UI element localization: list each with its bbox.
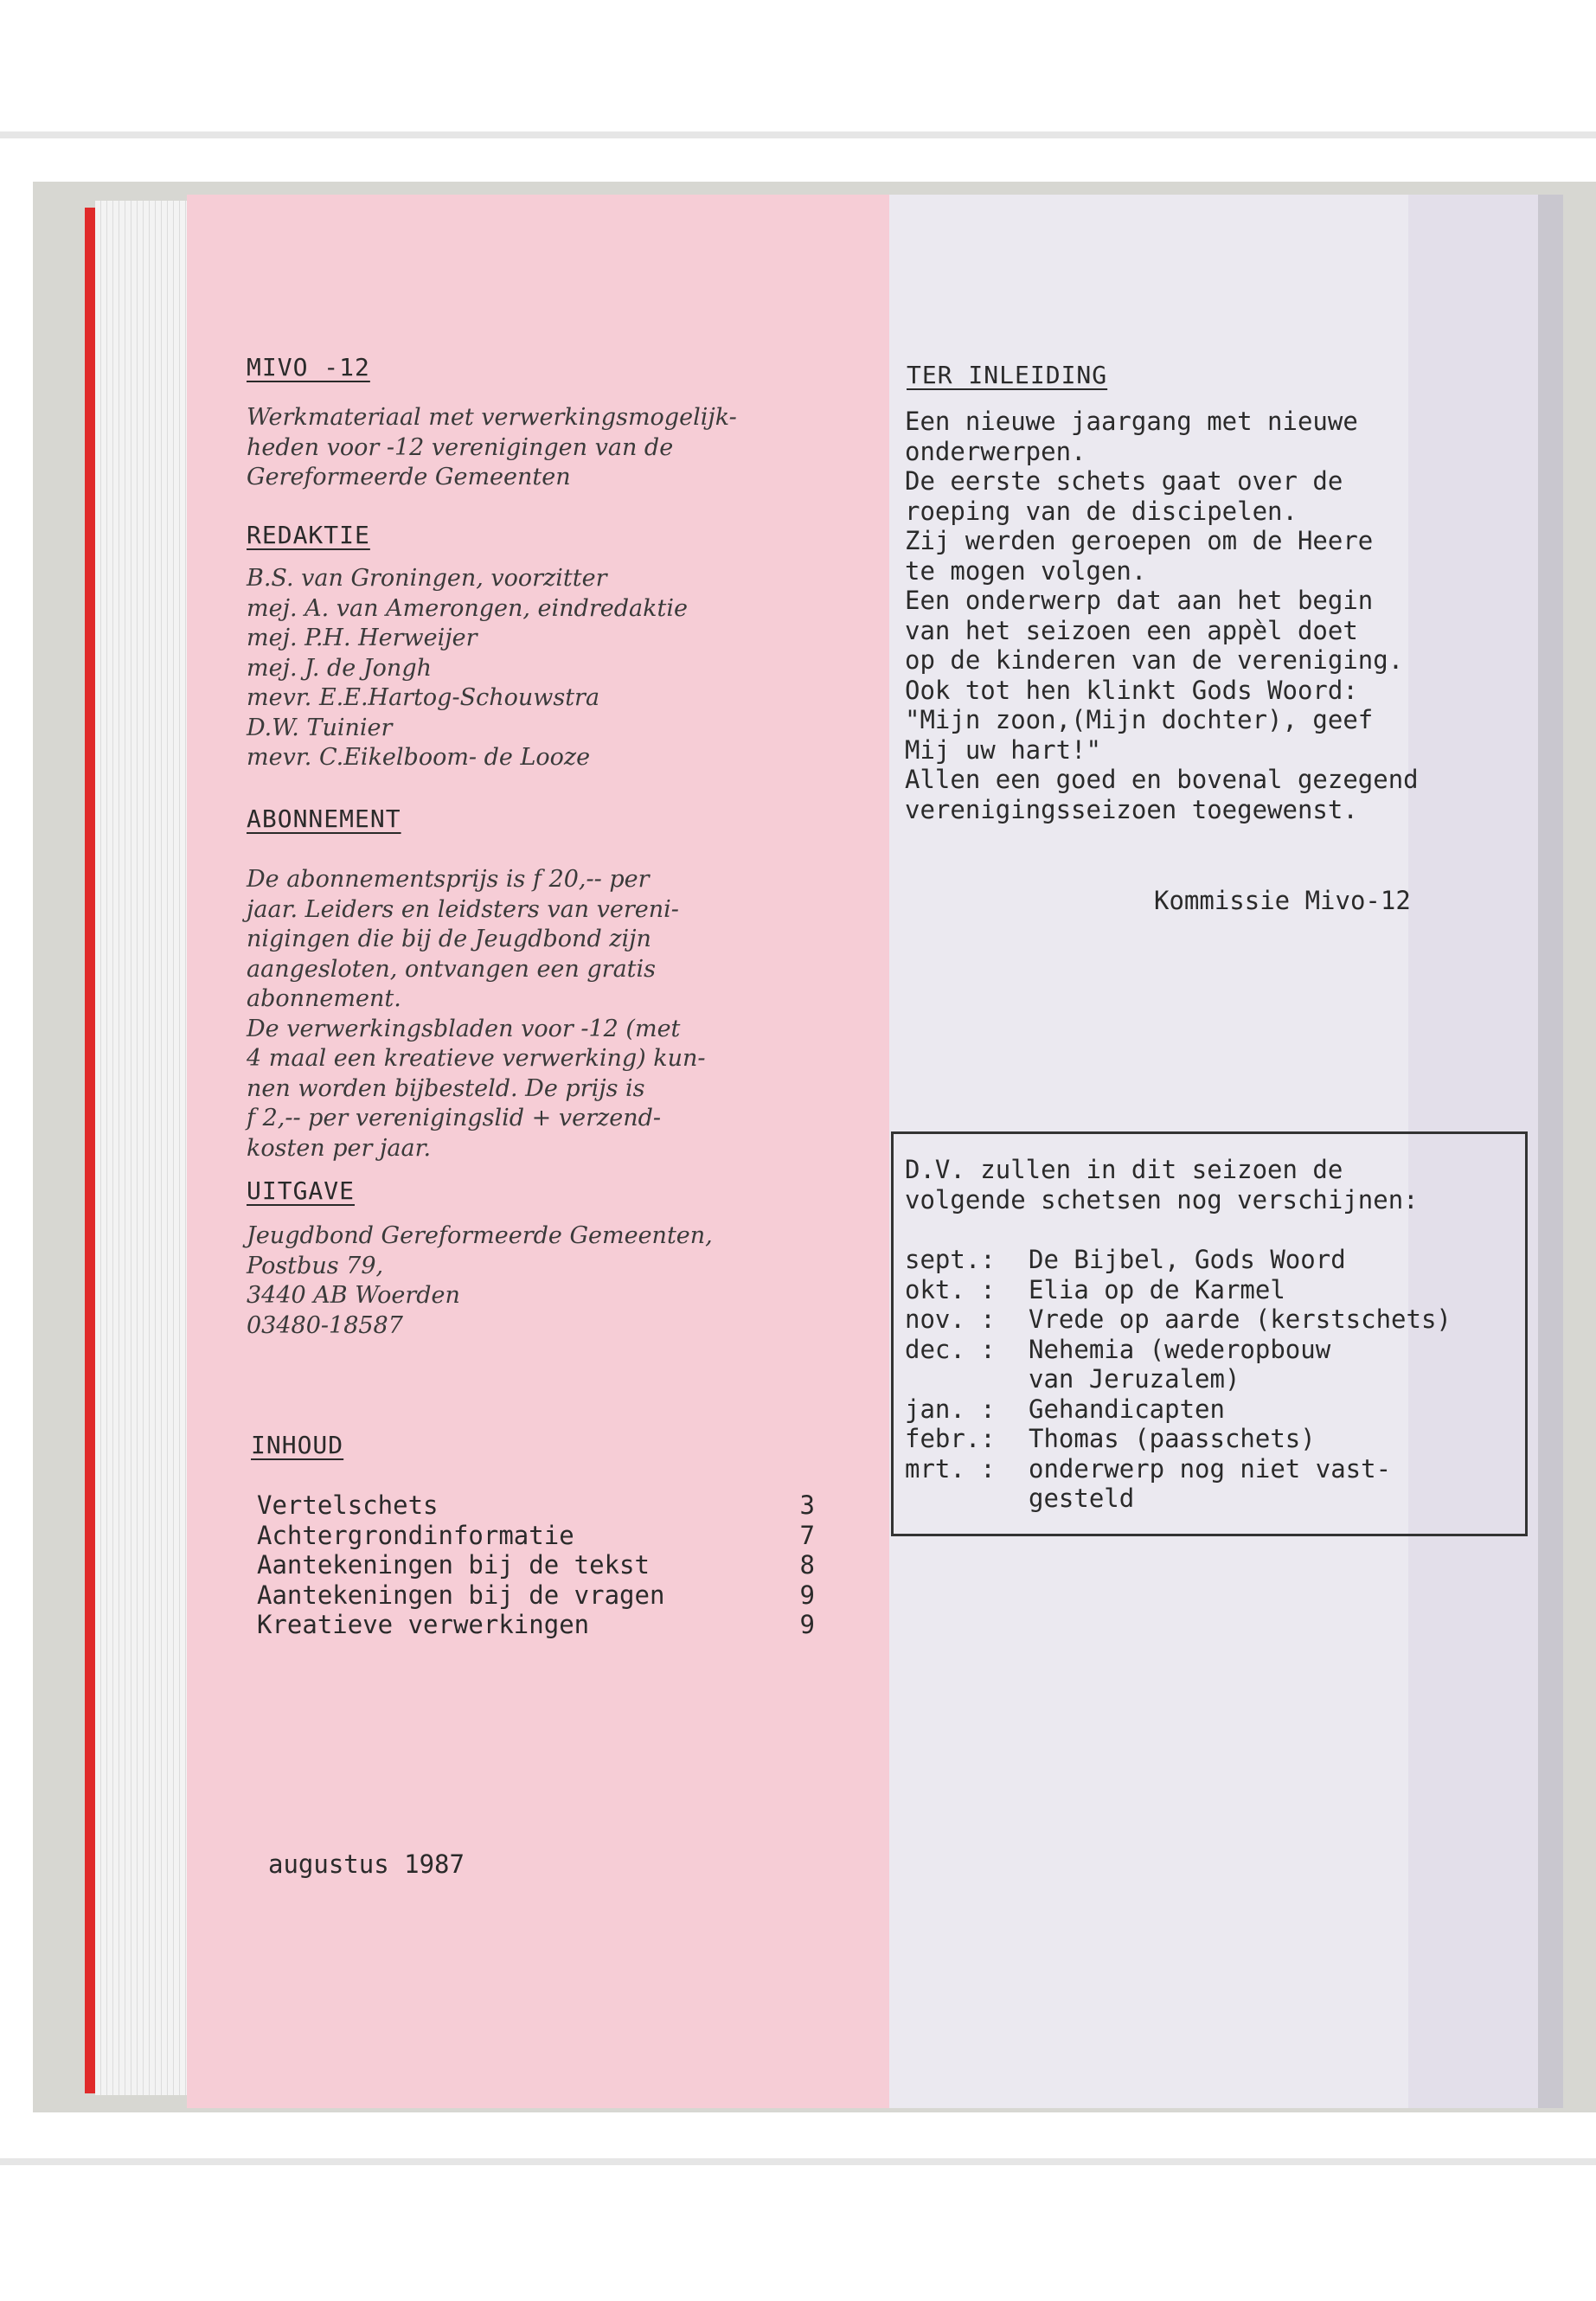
toc-item: Aantekeningen bij de tekst 8 xyxy=(257,1550,815,1580)
schedule-item: febr.: Thomas (paasschets) xyxy=(905,1424,1316,1453)
toc-item: Vertelschets 3 xyxy=(257,1490,815,1520)
schedule-item: okt. : Elia op de Karmel xyxy=(905,1274,1285,1304)
mivo-heading: MIVO -12 xyxy=(247,353,370,381)
inhoud-heading: INHOUD xyxy=(251,1431,344,1459)
inleiding-heading: TER INLEIDING xyxy=(907,361,1108,389)
toc-item: Achtergrondinformatie 7 xyxy=(257,1520,815,1550)
mivo-description: Werkmateriaal met verwerkingsmogelijk- heden voor -12 verenigingen van de Gereformeerde Gemeenten xyxy=(247,404,737,490)
uitgave-heading: UITGAVE xyxy=(247,1176,356,1205)
right-page-edge xyxy=(1538,195,1563,2108)
scan-bottom-strip xyxy=(0,2158,1596,2165)
abonnement-text: De abonnementsprijs is f 20,-- per jaar. Leiders en leidsters van vereni- nigingen die bij de Jeugdbond zijn aangesloten, ontvangen een gratis abonnement. De verwerkingsbladen voor -12 (met 4 maal een kreatieve verwerking) kun- nen worden bijbesteld. De prijs is f 2,-- per verenigingslid + verzend- kosten per jaar. xyxy=(247,866,706,1162)
redaktie-list: B.S. van Groningen, voorzitter mej. A. van Amerongen, eindredaktie mej. P.H. Herweijer mej. J. de Jongh mevr. E.E.Hartog-Schouwstra D.W. Tuinier mevr. C.Eikelboom- de Looze xyxy=(247,565,688,771)
toc-item: Kreatieve verwerkingen 9 xyxy=(257,1610,815,1639)
scan-top-strip xyxy=(0,131,1596,138)
redaktie-heading: REDAKTIE xyxy=(247,521,370,549)
schedule-item: mrt. : onderwerp nog niet vast- xyxy=(905,1453,1392,1484)
schedule-item: nov. : Vrede op aarde (kerstschets) xyxy=(905,1304,1452,1334)
issue-date: augustus 1987 xyxy=(268,1849,465,1879)
uitgave-address: Jeugdbond Gereformeerde Gemeenten, Postbus 79, 3440 AB Woerden 03480-18587 xyxy=(247,1222,713,1339)
binder-red-spine xyxy=(85,208,95,2093)
schedule-item: gesteld xyxy=(1029,1484,1135,1513)
inleiding-signature: Kommissie Mivo-12 xyxy=(1154,886,1411,915)
schedule-item: jan. : Gehandicapten xyxy=(905,1394,1225,1424)
schedule-list xyxy=(905,1245,1523,1514)
abonnement-heading: ABONNEMENT xyxy=(247,804,401,833)
page-edges xyxy=(95,201,190,2095)
schedule-item: sept.: De Bijbel, Gods Woord xyxy=(905,1245,1346,1274)
schedule-item: van Jeruzalem) xyxy=(1029,1364,1240,1394)
inleiding-text: Een nieuwe jaargang met nieuwe onderwerpen. De eerste schets gaat over de roeping van de discipelen. Zij werden geroepen om de Heere te mogen volgen. Een onderwerp dat aan het begin van het seizoen een appèl doet op de kinderen van de vereniging. Ook tot hen klinkt Gods Woord: "Mijn zoon,(Mijn dochter), geef Mij uw hart!" Allen een goed en bovenal gezegend verenigingsseizoen toegewenst. xyxy=(905,407,1419,824)
schedule-box xyxy=(891,1131,1528,1536)
toc-item: Aantekeningen bij de vragen 9 xyxy=(257,1580,815,1610)
schedule-item: dec. : Nehemia (wederopbouw xyxy=(905,1334,1331,1364)
table-of-contents xyxy=(257,1490,815,1640)
schedule-intro: D.V. zullen in dit seizoen de volgende schetsen nog verschijnen: xyxy=(905,1155,1419,1215)
